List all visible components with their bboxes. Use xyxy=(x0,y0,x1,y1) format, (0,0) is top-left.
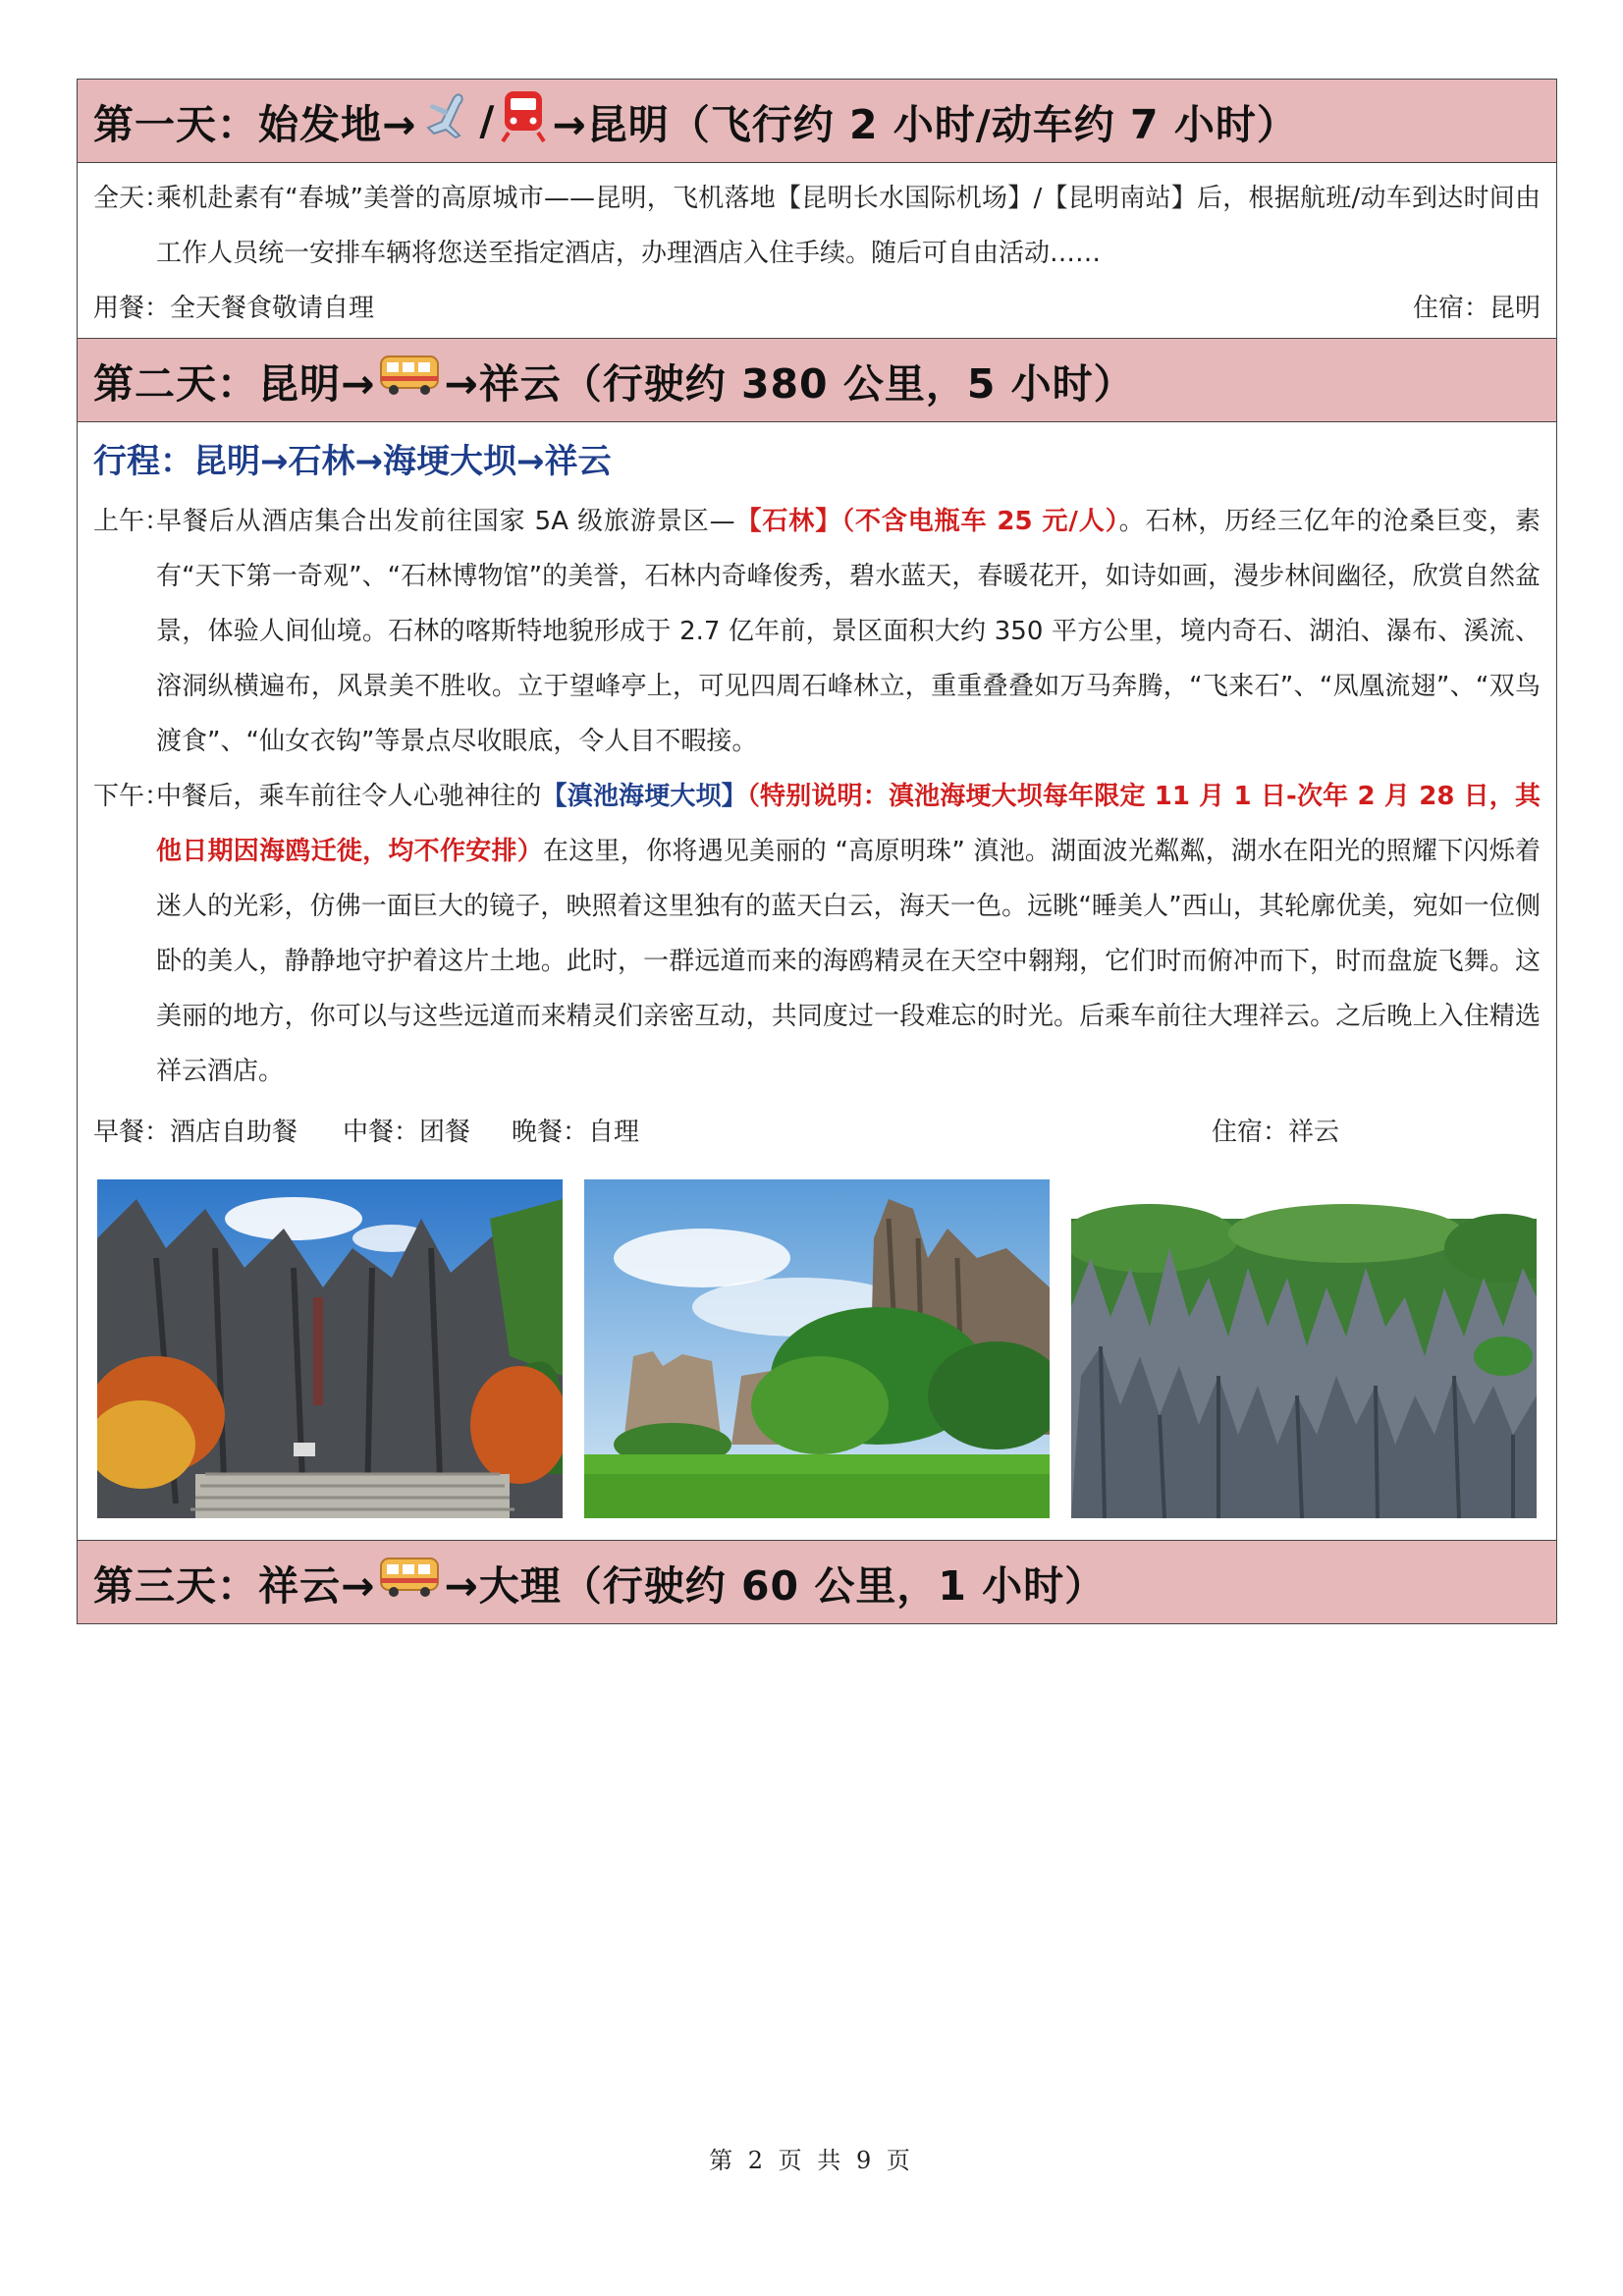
day3-header xyxy=(77,1540,1557,1624)
fullday-label: 全天： xyxy=(93,184,171,213)
day1-body xyxy=(77,163,1557,338)
day2-lunch: 中餐：团餐 xyxy=(343,1118,471,1147)
day2-title-end: →祥云（行驶约 380 公里，5 小时） xyxy=(444,359,1135,408)
day2-title-start: 第二天：昆明→ xyxy=(93,359,376,408)
afternoon-label: 下午： xyxy=(93,782,171,811)
day3-title-start: 第三天：祥云→ xyxy=(93,1561,376,1610)
afternoon-text-end: 在这里，你将遇见美丽的 “高原明珠” 滇池。湖面波光粼粼，湖水在阳光的照耀下闪烁着迷人的光彩，仿佛一面巨大的镜子，映照着这里独有的蓝天白云，海天一色。远眺“睡美人”西山，其轮廓优美，宛如一位侧卧的美人，静静地守护着这片土地。此时，一群远道而来的海鸥精灵在天空中翱翔，它们时而俯冲而下，时而盘旋飞舞。这美丽的地方，你可以与这些远道而来精灵们亲密互动，共同度过一段难忘的时光。后乘车前往大理祥云。之后晚上入住精选祥云酒店。 xyxy=(156,837,1541,1086)
morning-text-start: 早餐后从酒店集合出发前往国家 5A 级旅游景区— xyxy=(156,507,735,536)
stone-forest-entrance-photo xyxy=(97,1179,563,1518)
day2-header xyxy=(77,338,1557,422)
stone-forest-lawn-photo xyxy=(584,1179,1050,1518)
day1-title-start: 第一天：始发地→ xyxy=(93,100,417,148)
day2-afternoon-paragraph xyxy=(78,769,1556,1099)
train-icon xyxy=(499,89,548,152)
day1-meal: 用餐：全天餐食敬请自理 xyxy=(93,294,375,323)
special-note: （特别说明：滇池海埂大坝每年限定 11 月 1 日-次年 2 月 28 日，其他日期因海鸥迁徙，均不作安排） xyxy=(156,782,1541,866)
bus-icon xyxy=(379,1555,440,1610)
day1-title-separator: / xyxy=(479,97,496,144)
morning-label: 上午： xyxy=(93,507,171,536)
day1-header xyxy=(77,79,1557,163)
airplane-icon xyxy=(420,88,475,153)
day1-fullday-paragraph xyxy=(78,171,1556,281)
day1-title-end: →昆明（飞行约 2 小时/动车约 7 小时） xyxy=(552,100,1298,148)
morning-text-end: 。石林，历经三亿年的沧桑巨变，素有“天下第一奇观”、“石林博物馆”的美誉，石林内奇峰俊秀，碧水蓝天，春暖花开，如诗如画，漫步林间幽径，欣赏自然盆景，体验人间仙境。石林的喀斯特地貌形成于 2.7 亿年前，景区面积大约 350 平方公里，境内奇石、湖泊、瀑布、溪流、溶洞纵横遍布，风景美不胜收。立于望峰亭上，可见四周石峰林立，重重叠叠如万马奔腾，“飞来石”、“凤凰流翅”、“双鸟渡食”、“仙女衣钩”等景点尽收眼底，令人目不暇接。 xyxy=(156,507,1541,756)
day2-breakfast: 早餐：酒店自助餐 xyxy=(93,1118,298,1147)
day2-morning-paragraph xyxy=(78,494,1556,769)
day3-title-end: →大理（行驶约 60 公里，1 小时） xyxy=(444,1561,1107,1610)
day2-stay: 住宿：祥云 xyxy=(1212,1118,1340,1147)
stone-forest-aerial-photo xyxy=(1071,1179,1537,1518)
day1-fullday-text: 乘机赴素有“春城”美誉的高原城市——昆明，飞机落地【昆明长水国际机场】/【昆明南站】后，根据航班/动车到达时间由工作人员统一安排车辆将您送至指定酒店，办理酒店入住手续。随后可自由活动…… xyxy=(156,184,1541,268)
photo-row xyxy=(78,1160,1556,1540)
day2-dinner: 晚餐：自理 xyxy=(512,1118,640,1147)
day2-route-title: 行程：昆明→石林→海埂大坝→祥云 xyxy=(93,442,612,481)
day2-body xyxy=(77,422,1557,1540)
stone-forest-highlight: 【石林】（不含电瓶车 25 元/人） xyxy=(734,507,1119,536)
day1-stay: 住宿：昆明 xyxy=(1412,294,1541,323)
afternoon-text-start: 中餐后，乘车前往令人心驰神往的 xyxy=(156,782,542,811)
day2-meal-row xyxy=(78,1105,1556,1160)
haigeng-dam-highlight: 【滇池海埂大坝】 xyxy=(541,782,747,811)
bus-icon xyxy=(379,353,440,408)
day1-meal-row xyxy=(78,281,1556,336)
itinerary-page xyxy=(77,79,1557,1624)
page-number-footer: 第 2 页 共 9 页 xyxy=(709,2147,914,2174)
